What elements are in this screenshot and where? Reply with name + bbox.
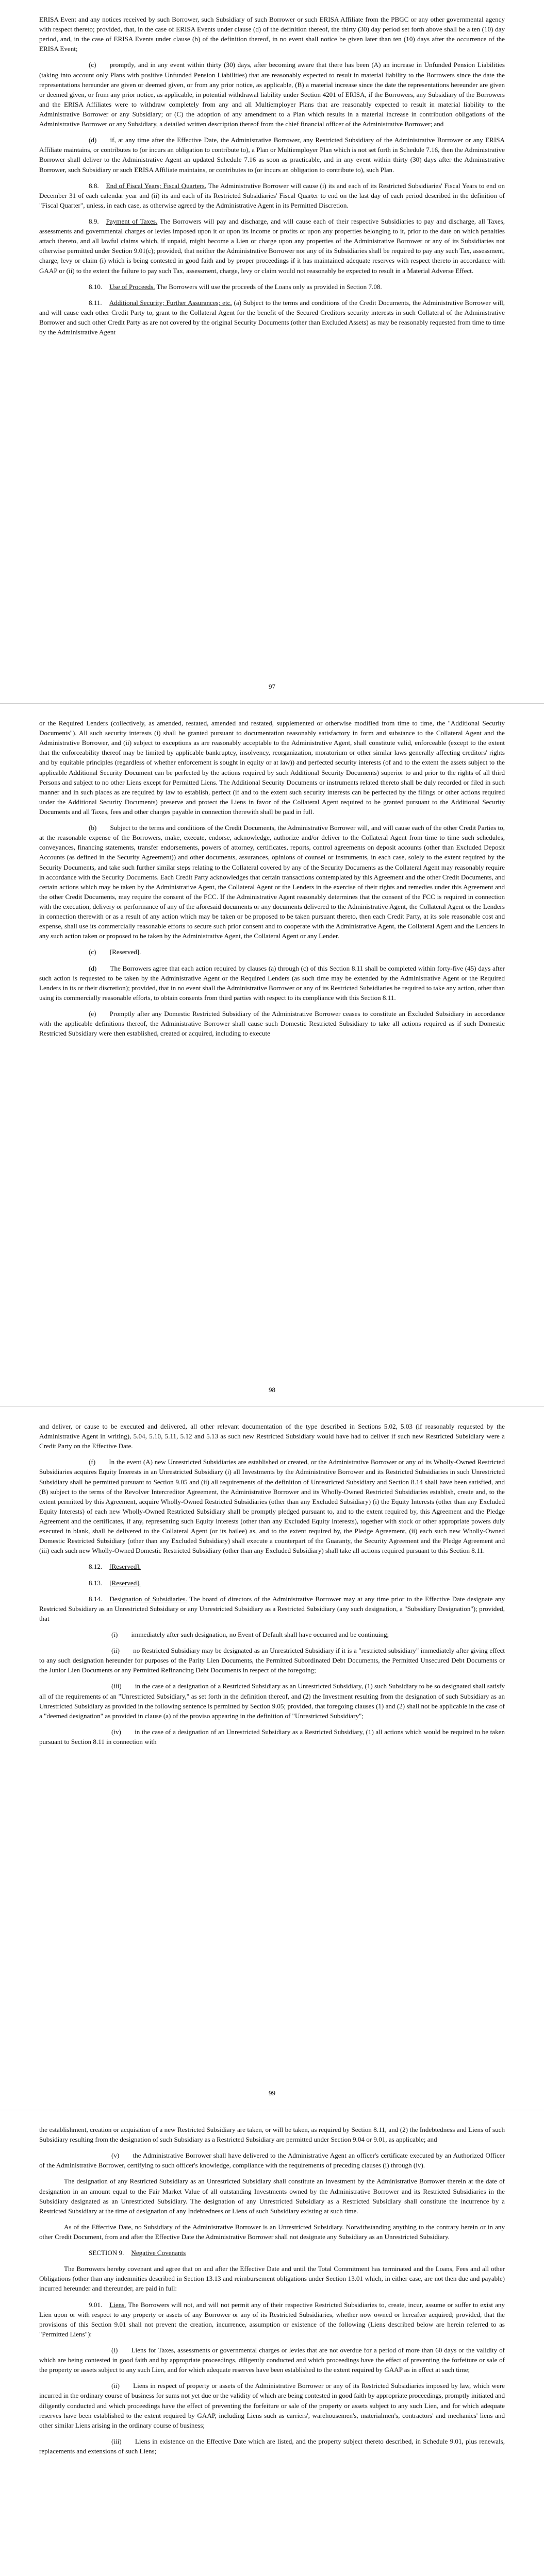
section-title: Liens. (109, 2300, 126, 2309)
paragraph-continuation: or the Required Lenders (collectively, as amended, restated, amended and restated, supplemented or otherwise modified from time to time, the "Additional Security Documents"). All such security interests (i) shall be granted pursuant to documentation reasonably satisfactory in form and substance to the Collateral Agent and the Administrative Borrower, and (ii) subject to exceptions as are reasonably acceptable to the Administrative Agent, shall constitute valid, enforceable (except to the extent that the enforceability thereof may be limited by applicable bankruptcy, insolvency, reorganization, moratorium or other similar laws generally affecting creditors' rights and by equitable principles (regardless of whether enforcement is sought in equity or at law)) and perfected security interests (of and to the extent the assets subject to the applicable Additional Security Document can be perfected by the actions required by such Additional Security Documents) superior to and prior to the rights of all third Persons and subject to no other Liens except for Permitted Liens. The Additional Security Documents or instruments related thereto shall be duly recorded or filed in such manner and in such places as are required by law to establish, perfect (if and to the extent such security interests can be perfected by the filings or other actions required under the Additional Security Documents) preserve and protect the Liens in favor of the Collateral Agent required to be granted pursuant to the Additional Security Documents and all Taxes, fees and other charges payable in connection therewith shall be paid in full. (39, 719, 505, 816)
section-title: Negative Covenants (131, 2249, 186, 2257)
section-number: 8.14. (89, 1595, 103, 1603)
section-text: (a) Subject to the terms and conditions of the Credit Documents, the Administrative Borrower will, and will cause each other Credit Party to, grant to the Collateral Agent for the benefit of the Secured Creditors security interests in such Collateral of the Administrative Borrower and such other Credit Party as are not covered by the original Security Documents (other than Excluded Assets) as may be reasonably requested from time to time by the Administrative Agent (39, 298, 505, 336)
section-8-14 (39, 1594, 505, 1623)
paragraph-clause-iv: (iv) in the case of a designation of an Unrestricted Subsidiary as a Restricted Subsidiary, (1) all actions which would be required to be taken pursuant to Section 8.11 in connection with (39, 1727, 505, 1745)
section-8-9 (39, 216, 505, 276)
paragraph-clause-i: (i) immediately after such designation, no Event of Default shall have occurred and be continuing; (111, 1630, 389, 1638)
section-title: Payment of Taxes. (106, 217, 158, 225)
page-number: 97 (269, 683, 275, 690)
section-title: Use of Proceeds. (109, 282, 155, 291)
section-text: The Administrative Borrower will cause (i) its and each of its Restricted Subsidiaries' Fiscal Years to end on December 31 of each calendar year and (ii) its and each of its Restricted Subsidiaries' Fiscal Quarter to end on the last day of each period described in the definition of "Fiscal Quarter", unless, in each case, as otherwise agreed by the Administrative Agent in its Permitted Discretion. (39, 181, 505, 209)
paragraph-clause-d: (d) The Borrowers agree that each action required by clauses (a) through (c) of this Section 8.11 shall be completed within forty-five (45) days after such action is requested to be taken by the Administrative Agent or the Required Lenders (as such time may be extended by the Administrative Agent or the Required Lenders in its or their discretion); provided, that in no event shall the Administrative Borrower or any of its Restricted Subsidiaries be required to take any action, other than using its commercially reasonable efforts, to obtain consents from third parties with respect to its compliance with this Section 8.11. (39, 964, 505, 1002)
paragraph-continuation: the establishment, creation or acquisition of a new Restricted Subsidiary are taken, or will be taken, as required by Section 8.11, and (2) the Indebtedness and Liens of such Subsidiary resulting from the designation of such Subsidiary as a Restricted Subsidiary are permitted under Section 9.04 or 9.01, as applicable; and (39, 2126, 505, 2144)
paragraph-clause-e: (e) Promptly after any Domestic Restricted Subsidiary of the Administrative Borrower ceases to constitute an Excluded Subsidiary in accordance with the applicable definitions thereof, the Administrative Borrower shall cause such Domestic Restricted Subsidiary to take all actions required as if such Domestic Restricted Subsidiary were then established, created or acquired, including to execute (39, 1009, 505, 1038)
section-number: 8.12. (89, 1563, 103, 1571)
paragraph-clause-i: (i) Liens for Taxes, assessments or governmental charges or levies that are not overdue for a period of more than 60 days or the validity of which are being contested in good faith and by appropriate proceedings, diligently conducted and which proceedings have the effect of preventing the forfeiture or sale of the property or assets subject to any such Lien, and for which adequate reserves have been established to the extent required by GAAP as in effect at such time; (39, 2346, 505, 2374)
section-number: 8.13. (89, 1579, 103, 1587)
section-8-11 (39, 298, 505, 337)
paragraph-clause-iii: (iii) Liens in existence on the Effective Date which are listed, and the property subject thereto described, in Schedule 9.01, plus renewals, replacements and extensions of such Liens; (39, 2437, 505, 2455)
page-body (39, 718, 505, 1044)
section-text: The board of directors of the Administrative Borrower may at any time prior to the Effective Date designate any Restricted Subsidiary as an Unrestricted Subsidiary or any Unrestricted Subsidiary as a Restricted Subsidiary (any such designation, a "Subsidiary Designation"); provided, that (39, 1595, 505, 1622)
page-body (39, 14, 505, 343)
page-body (39, 2125, 505, 2462)
paragraph-clause-c: (c) promptly, and in any event within thirty (30) days, after becoming aware that there has been (A) an increase in Unfunded Pension Liabilities (taking into account only Plans with positive Unfunded Pension Liabilities) that are reasonably expected to result in material liability to the Borrowers since the date the representations hereunder are given or deemed given, or from any prior notice, as applicable, (B) a material increase since the date the representations hereunder are given or deemed given, or from any prior notice, as applicable, in potential withdrawal liability under Section 4201 of ERISA, if the Borrowers, any Subsidiary of the Borrowers and the ERISA Affiliates were to withdraw completely from any and all Multiemployer Plans that are reasonably expected to result in material liability to the Administrative Borrower or any Subsidiary; or (C) the adoption of any amendment to a Plan which results in a material increase in contribution obligations of the Administrative Borrower or any Subsidiary, a detailed written description thereof from the chief financial officer of the Administrative Borrower; and (39, 61, 505, 128)
document-page-97 (0, 0, 544, 703)
section-9-heading (39, 2248, 505, 2258)
section-title: Designation of Subsidiaries. (109, 1595, 187, 1603)
section-number: 9.01. (89, 2300, 103, 2309)
section-8-13 (39, 1578, 505, 1588)
section-number: 8.10. (89, 282, 103, 291)
section-title: Additional Security; Further Assurances; etc. (109, 298, 232, 307)
paragraph-clause-iii: (iii) in the case of a designation of a Restricted Subsidiary as an Unrestricted Subsidiary, (1) such Subsidiary to be so designated shall satisfy all of the requirements of an "Unrestricted Subsidiary," as set forth in the definition thereof, and (2) the Investment resulting from the designation of such Subsidiary as an Unrestricted Subsidiary as provided in the following sentence is permitted by Section 9.05; provided, that foregoing clauses (1) and (2) shall not be applicable in the case of a "deemed designation" as provided in clause (a) of the proviso appearing in the definition of "Unrestricted Subsidiary"; (39, 1682, 505, 1720)
section-text: The Borrowers will not, and will not permit any of their respective Restricted Subsidiaries to, create, incur, assume or suffer to exist any Lien upon or with respect to any property or assets of any Borrower or any of its Restricted Subsidiaries, whether now owned or hereafter acquired; provided, that the provisions of this Section 9.01 shall not prevent the creation, incurrence, assumption or existence of the following (Liens described below are herein referred to as "Permitted Liens"): (39, 2300, 505, 2338)
paragraph-erisa-intro: ERISA Event and any notices received by such Borrower, such Subsidiary of such Borrower or such ERISA Affiliate from the PBGC or any other governmental agency with respect thereto; provided, that, in the case of ERISA Events under clause (d) of the definition thereof, the thirty (30) day period set forth above shall be a ten (10) day period, and, in the case of ERISA Events under clause (b) of the definition thereof, in no event shall notice be given later than ten (10) days after the occurrence of the ERISA Event; (39, 15, 505, 53)
section-8-10 (39, 282, 505, 292)
section-title: [Reserved]. (109, 1563, 141, 1571)
section-number: 8.8. (89, 181, 99, 190)
section-number: 8.9. (89, 217, 99, 225)
page-number: 99 (269, 2089, 275, 2097)
paragraph-clause-b: (b) Subject to the terms and conditions of the Credit Documents, the Administrative Borrower will, and will cause each of the other Credit Parties to, at the reasonable expense of the Borrowers, make, execute, endorse, acknowledge, authorize and/or deliver to the Collateral Agent from time to time such schedules, conveyances, financing statements, transfer endorsements, powers of attorney, certificates, reports, control agreements on deposit accounts (other than Excluded Deposit Accounts (as defined in the Security Agreement)) and other documents, assurances, opinions of counsel or instruments, in each case, solely to the extent required by the Security Documents, and take such further similar steps relating to the Collateral covered by any of the Security Documents as the Collateral Agent may reasonably require in accordance with the Security Documents. Each Credit Party acknowledges that certain transactions contemplated by this Agreement and the other Credit Documents, and certain actions which may be taken by the Administrative Agent, the Collateral Agent or the Lenders in the exercise of their rights and remedies under this Agreement and the other Credit Documents, may require the consent of the FCC. If the Administrative Agent reasonably determines that the consent of the FCC is required in connection with the execution, delivery or performance of any of the aforesaid documents or any documents delivered to the Administrative Agent, the Collateral Agent or the Lenders in connection therewith or as a result of any action which may be taken or be proposed to be taken pursuant thereto, then each Credit Party, at its sole reasonable cost and expense, shall use its commercially reasonable efforts to secure such prior consent and to cooperate with the Administrative Agent, the Collateral Agent and the Lenders in any such action taken or proposed to be taken by the Administrative Agent, the Collateral Agent or any Lender. (39, 824, 505, 940)
document-page-100 (0, 2110, 544, 2576)
page-body (39, 1421, 505, 1753)
section-8-8 (39, 181, 505, 210)
section-8-12 (39, 1562, 505, 1571)
paragraph-designation: The designation of any Restricted Subsidiary as an Unrestricted Subsidiary shall constitute an Investment by the Administrative Borrower therein at the date of designation in an amount equal to the Fair Market Value of all outstanding Investments owned by the Administrative Borrower and its Restricted Subsidiaries in the Subsidiary designated as an Unrestricted Subsidiary. The designation of any Unrestricted Subsidiary as a Restricted Subsidiary shall constitute the incurrence by a Restricted Subsidiary at the time of designation of any Indebtedness or Liens of such Subsidiary existing at such time. (39, 2177, 505, 2215)
paragraph-clause-d: (d) if, at any time after the Effective Date, the Administrative Borrower, any Restricted Subsidiary of the Administrative Borrower or any ERISA Affiliate maintains, or contributes to (or incurs an obligation to contribute to), a Plan or Multiemployer Plan which is not set forth in Schedule 7.16, then the Administrative Borrower shall deliver to the Administrative Agent an updated Schedule 7.16 as soon as practicable, and in any event within thirty (30) days after the Administrative Borrower, such Subsidiary or such ERISA Affiliate maintains, or contributes to (or incurs an obligation to contribute to), such Plan. (39, 136, 505, 174)
section-9-01 (39, 2300, 505, 2339)
paragraph-clause-c: (c) [Reserved]. (89, 948, 141, 956)
section-text: The Borrowers will pay and discharge, and will cause each of their respective Subsidiaries to pay and discharge, all Taxes, assessments and governmental charges or levies imposed upon it or upon its income or profits or upon any properties belonging to it, prior to the date on which penalties attach thereto, and all lawful claims which, if unpaid, might become a Lien or charge upon any properties of the Administrative Borrower or any of its Subsidiaries not otherwise permitted under Section 9.01(c); provided, that neither the Administrative Borrower nor any of its Subsidiaries shall be required to pay any such Tax, assessment, charge, levy or claim (i) which is being contested in good faith and by proper proceedings if it has maintained adequate reserves with respect thereto in accordance with GAAP or (ii) to the extent the failure to pay such Tax, assessment, charge, levy or claim would not reasonably be expected to result in a Material Adverse Effect. (39, 217, 505, 275)
section-title: [Reserved]. (109, 1579, 141, 1587)
section-text: The Borrowers will use the proceeds of the Loans only as provided in Section 7.08. (156, 282, 382, 291)
paragraph-as-of-effective-date: As of the Effective Date, no Subsidiary of the Administrative Borrower is an Unrestricted Subsidiary. Notwithstanding anything to the contrary herein or in any other Credit Document, from and after the Effective Date the Administrative Borrower shall not designate any Subsidiary as an Unrestricted Subsidiary. (39, 2223, 505, 2241)
section-title: End of Fiscal Years; Fiscal Quarters. (106, 181, 207, 190)
section-number: 8.11. (89, 298, 102, 307)
paragraph-clause-v: (v) the Administrative Borrower shall have delivered to the Administrative Agent an officer's certificate executed by an Authorized Officer of the Administrative Borrower, certifying to such officer's knowledge, compliance with the requirements of preceding clauses (i) through (iv). (39, 2151, 505, 2170)
document-page-98 (0, 703, 544, 1406)
paragraph-clause-ii: (ii) Liens in respect of property or assets of the Administrative Borrower or any of its Restricted Subsidiaries imposed by law, which were incurred in the ordinary course of business for sums not yet due or the validity of which are being contested in good faith by appropriate proceedings, promptly initiated and diligently conducted and which proceedings have the effect of preventing the forfeiture or sale of the property or assets subject to any such Lien, and for which adequate reserves have been established to the extent required by GAAP, including Liens such as carriers', warehousemen's, materialmen's, contractors' and mechanics' liens and other similar Liens arising in the ordinary course of business; (39, 2382, 505, 2429)
paragraph-clause-ii: (ii) no Restricted Subsidiary may be designated as an Unrestricted Subsidiary if it is a "restricted subsidiary" immediately after giving effect to any such designation hereunder for purposes of the Parity Lien Documents, the Permitted Subordinated Debt Documents, the Permitted Unsecured Debt Documents or the Junior Lien Documents or any Permitted Refinancing Debt Documents in respect of the foregoing; (39, 1647, 505, 1674)
document-page-99 (0, 1406, 544, 2110)
paragraph-clause-f: (f) In the event (A) new Unrestricted Subsidiaries are established or created, or the Administrative Borrower or any of its Wholly-Owned Restricted Subsidiaries acquires Equity Interests in an Unrestricted Subsidiary (i) all Investments by the Administrative Borrower and its Restricted Subsidiaries in such Unrestricted Subsidiary shall be permitted pursuant to Section 9.05 and (ii) all requirements of the definition of Unrestricted Subsidiary and Section 8.14 shall have been satisfied, and (B) subject to the terms of the Revolver Intercreditor Agreement, the Administrative Borrower and its Wholly-Owned Restricted Subsidiaries establish, create and, to the extent permitted by this Agreement, acquire Wholly-Owned Restricted Subsidiaries (other than any Excluded Subsidiary) (i) the Equity Interests (other than any Excluded Equity Interests) of each new Wholly-Owned Restricted Subsidiary shall be promptly pledged pursuant to, and to the extent required by, this Agreement and the Pledge Agreement and the certificates, if any, representing such Equity Interests (other than any Excluded Equity Interests), together with stock or other appropriate powers duly executed in blank, shall be delivered to the Collateral Agent (or its bailee) as, and to the extent required by, the Pledge Agreement, (ii) each such new Wholly-Owned Domestic Restricted Subsidiary (other than any Excluded Subsidiary) shall execute a counterpart of the Guaranty, the Security Agreement and the Pledge Agreement and (iii) each such new Wholly-Owned Domestic Restricted Subsidiary (other than any Excluded Subsidiary) shall take all actions required pursuant to this Section 8.11. (39, 1458, 505, 1555)
paragraph-section-9-intro: The Borrowers hereby covenant and agree that on and after the Effective Date and until the Total Commitment has terminated and the Loans, Fees and all other Obligations (other than any indemnities described in Section 13.13 and reimbursement obligations under Section 13.01 which, in either case, are not then due and payable) incurred hereunder and thereunder, are paid in full: (39, 2265, 505, 2293)
paragraph-continuation: and deliver, or cause to be executed and delivered, all other relevant documentation of the type described in Sections 5.02, 5.03 (if reasonably requested by the Administrative Agent in writing), 5.04, 5.10, 5.11, 5.12 and 5.13 as such new Restricted Subsidiary would have had to deliver if such new Restricted Subsidiary were a Credit Party on the Effective Date. (39, 1422, 505, 1450)
page-number: 98 (269, 1386, 275, 1394)
section-number: SECTION 9. (89, 2249, 124, 2257)
